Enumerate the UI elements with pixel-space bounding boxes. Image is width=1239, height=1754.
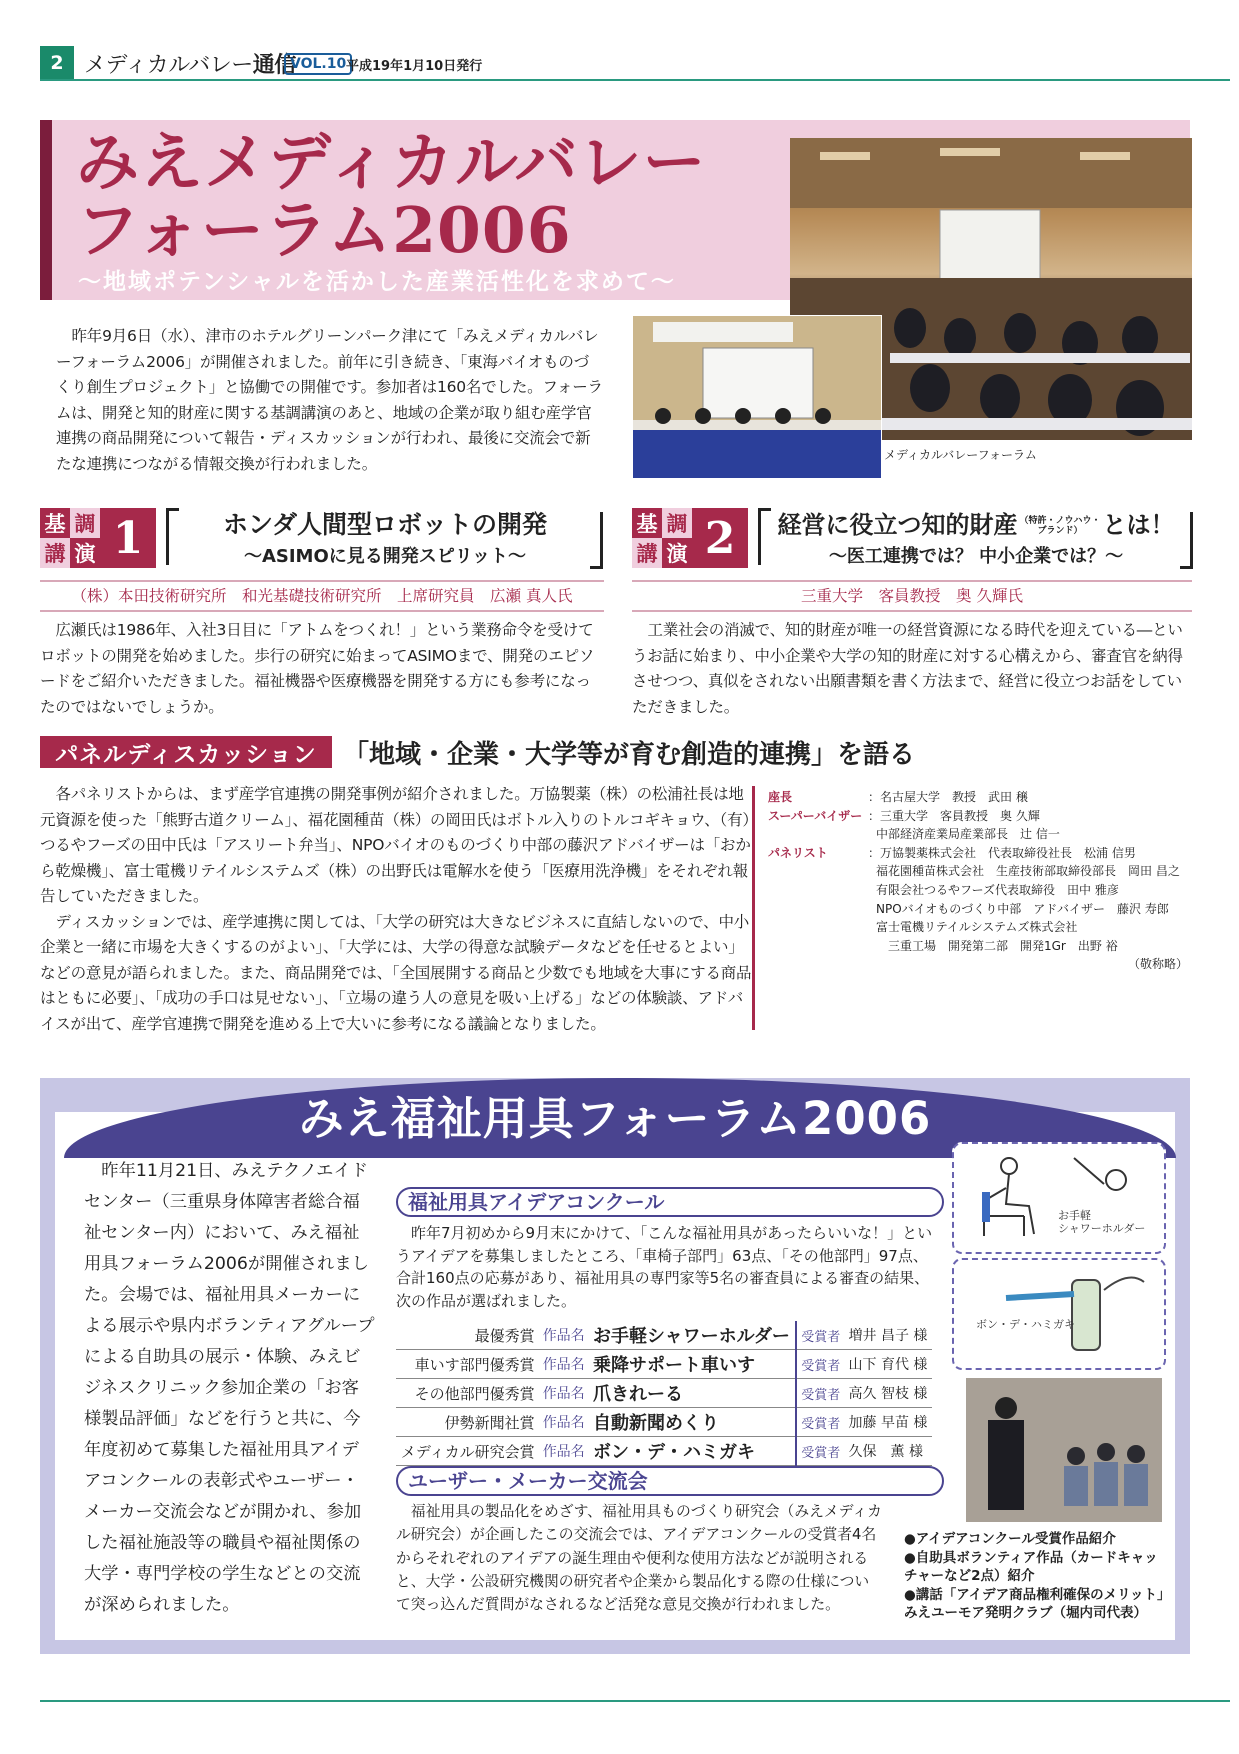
panelist-name: 有限会社つるやフーズ代表取締役 田中 雅彦 xyxy=(876,882,1119,897)
speaker-divider xyxy=(632,610,1192,612)
award-category: 最優秀賞 xyxy=(396,1321,539,1350)
winner-label: 受賞者 xyxy=(796,1408,844,1437)
issue-date: 平成19年1月10日発行 xyxy=(346,59,483,74)
toothbrush-drawing xyxy=(954,1260,1160,1364)
speaker-divider xyxy=(632,580,1192,582)
keynote-2-title-note: （特許・ノウハウ・ ブランド） xyxy=(1019,516,1101,536)
keynote-1-title: ホンダ人間型ロボットの開発 xyxy=(222,510,547,539)
table-row xyxy=(396,1379,932,1408)
exchange-meeting-heading: ユーザー・メーカー交流会 xyxy=(396,1466,944,1496)
winner-label: 受賞者 xyxy=(796,1321,844,1350)
header-divider xyxy=(40,79,1230,81)
award-work: お手軽シャワーホルダー xyxy=(589,1321,796,1350)
panel-divider xyxy=(752,786,755,1030)
keynote-1-badge xyxy=(40,508,158,568)
title-note-bottom: ブランド xyxy=(1037,526,1074,536)
keynote-2-subtitle: 〜医工連携では？ 中小企業では？〜 xyxy=(828,546,1124,567)
panel-paragraph-1: 各パネリストからは、まず産学官連携の開発事例が紹介されました。万協製薬（株）の松浦社長は地元資源を使った「熊野古道クリーム」、福花園種苗（株）の岡田氏はボトル入りのトルコギキョウ、（有）つるやフーズの田中氏は「アスリート弁当」、NPOバイオのものづくり中部の藤沢アドバイザーは「おから乾燥機」、富士電機リテイルシステムズ（株）の出野氏は電解水を使う「医療用洗浄機」をそれぞれ報告していただきました。 xyxy=(40,785,751,905)
panelist-name: 三重工場 開発第二部 開発1Gr 出野 裕 xyxy=(876,938,1118,953)
panel-paragraph-2: ディスカッションでは、産学連携に関しては、「大学の研究は大きなビジネスに直結しないので、中小企業と一緒に市場を大きくするのがよい」、「大学には、大学の得意な試験データなどを任せるとよい」などの意見が語られました。また、商品開発では、「全国展開する商品と少数でも地域を大事にする商品はともに必要」、「成功の手口は見せない」、「立場の違う人の意見を吸い上げる」などの体験談、アドバイスが出て、産学官連携で開発を進める上で大いに参考になる議論となりました。 xyxy=(40,912,752,1033)
keynote-char: 基 xyxy=(632,508,662,538)
exchange-meeting-body: 福祉用具の製品化をめざす、福祉用具ものづくり研究会（みえメディカル研究会）が企画したこの交流会では、アイデアコンクールの受賞者4名からそれぞれのアイデアの誕生理由や便利な使用方法などが説明されると、大学・公設研究機関の研究者や企業から製品化する際の仕様について突っ込んだ質問がなされるなど活発な意見交換が行われました。 xyxy=(396,1503,882,1614)
work-label: 作品名 xyxy=(539,1379,589,1408)
keynote-char: 講 xyxy=(632,538,662,568)
work-label: 作品名 xyxy=(539,1437,589,1466)
table-row xyxy=(396,1437,932,1466)
keynote-2-title-main: 経営に役立つ知的財産 xyxy=(777,511,1018,539)
newsletter-name xyxy=(84,48,296,79)
list-item: ●自助具ボランティア作品（カードキャッチャーなど2点）紹介 xyxy=(904,1549,1158,1584)
panel-roster xyxy=(768,788,1188,974)
supervisor-2-name: 中部経済産業局産業部長 辻 信一 xyxy=(876,827,1060,842)
panel-stage-illustration xyxy=(633,316,881,478)
keynote-1-subtitle: 〜ASIMOに見る開発スピリット〜 xyxy=(243,546,527,567)
stamp-label-line: ボン・デ・ハミガキ xyxy=(976,1318,1075,1331)
award-work: ボン・デ・ハミガキ xyxy=(589,1437,796,1466)
toothbrush-illustration xyxy=(952,1258,1166,1370)
newsletter-bold: 通信 xyxy=(252,53,296,78)
supervisor-name: ：三重大学 客員教授 奥 久輝 xyxy=(868,808,1040,823)
shower-holder-illustration xyxy=(952,1142,1166,1254)
award-winner: 山下 育代 様 xyxy=(845,1350,932,1379)
forum-subtitle: 〜地域ポテンシャルを活かした産業活性化を求めて〜 xyxy=(78,269,676,295)
exchange-meeting-illustration xyxy=(966,1378,1162,1522)
bracket-open xyxy=(166,508,179,565)
event-highlights xyxy=(904,1530,1166,1623)
keynote-char: 講 xyxy=(40,538,70,568)
chair-label: 座長 xyxy=(768,790,793,804)
work-label: 作品名 xyxy=(539,1408,589,1437)
awards-table xyxy=(396,1321,932,1466)
list-item: ●アイデアコンクール受賞作品紹介 xyxy=(904,1531,1116,1547)
keynote-number: 1 xyxy=(100,508,156,568)
keynote-char: 基 xyxy=(40,508,70,538)
panelist-name: NPOバイオものづくり中部 アドバイザー 藤沢 寿郎 xyxy=(876,901,1169,916)
award-winner: 加藤 早苗 様 xyxy=(845,1408,932,1437)
speaker-divider xyxy=(40,580,604,582)
award-work: 乗降サポート車いす xyxy=(589,1350,796,1379)
welfare-forum-title: みえ福祉用具フォーラム2006 xyxy=(298,1092,932,1145)
keynote-1-body: 広瀬氏は1986年、入社3日目に「アトムをつくれ！」という業務命令を受けてロボットの開発を始めました。歩行の研究に始まってASIMOまで、開発のエピソードをご紹介いただきました。福祉機器や医療機器を開発する方にも参考になったのではないでしょうか。 xyxy=(40,621,595,716)
panel-discussion-title: 「地域・企業・大学等が育む創造的連携」を語る xyxy=(343,740,916,770)
keynote-char: 調 xyxy=(662,508,692,538)
keynote-1-speaker: （株）本田技術研究所 和光基礎技術研究所 上席研究員 広瀬 真人氏 xyxy=(71,587,573,605)
supervisor-label: スーパーバイザー xyxy=(768,808,863,823)
keynote-number: 2 xyxy=(692,508,748,568)
bracket-close xyxy=(590,512,603,569)
keynote-char: 演 xyxy=(70,538,100,568)
honorific-note: （敬称略） xyxy=(1127,957,1188,972)
keynote-2-badge xyxy=(632,508,750,568)
speaker-divider xyxy=(40,610,604,612)
panelist-name: 富士電機リテイルシステムズ株式会社 xyxy=(876,920,1078,935)
welfare-forum-intro: 昨年11月21日、みえテクノエイドセンター（三重県身体障害者総合福祉センター内）において、みえ福祉用具フォーラム2006が開催されました。会場では、福祉用具メーカーによる展示や県内ボランティアグループによる自助具の展示・体験、みえビジネスクリニック参加企業の「お客様製品評価」などを行うと共に、今年度初めて募集した福祉用具アイデアコンクールの表彰式やユーザー・メーカー交流会などが開かれ、参加した福祉施設等の職員や福祉関係の大学・専門学校の学生などとの交流が深められました。 xyxy=(84,1161,375,1615)
panel-discussion-body xyxy=(40,782,752,1037)
keynote-2-body: 工業社会の消滅で、知的財産が唯一の経営資源になる時代を迎えている―というお話に始まり、中小企業や大学の知的財産に対する心構えから、審査官を納得させつつ、真似をされない出願書類を書く方法まで、経営に役立つお話をしていただきました。 xyxy=(632,621,1183,716)
shower-holder-drawing xyxy=(954,1144,1160,1248)
table-row xyxy=(396,1408,932,1437)
keynote-2-title xyxy=(770,510,1182,540)
idea-contest-heading: 福祉用具アイデアコンクール xyxy=(396,1187,944,1217)
award-winner: 高久 智枝 様 xyxy=(845,1379,932,1408)
award-category: メディカル研究会賞 xyxy=(396,1437,539,1466)
keynote-2-title-end: とは！ xyxy=(1102,511,1175,539)
work-label: 作品名 xyxy=(539,1321,589,1350)
keynote-char: 演 xyxy=(662,538,692,568)
award-work: 自動新聞めくり xyxy=(589,1408,796,1437)
award-category: 車いす部門優秀賞 xyxy=(396,1350,539,1379)
table-row xyxy=(396,1350,932,1379)
idea-contest-body: 昨年7月初めから9月末にかけて、「こんな福祉用具があったらいいな！」というアイデアを募集しましたところ、「車椅子部門」63点、「その他部門」97点、合計160点の応募があり、福祉用具の専門家等5名の審査員による審査の結果、次の作品が選ばれました。 xyxy=(396,1224,933,1310)
award-category: 伊勢新聞社賞 xyxy=(396,1408,539,1437)
panelist-label: パネリスト xyxy=(768,845,828,860)
banner-accent-bar xyxy=(40,120,52,300)
exchange-meeting-photo xyxy=(966,1378,1162,1522)
forum-intro-text: 昨年9月6日（水）、津市のホテルグリーンパーク津にて「みえメディカルバレーフォーラム2006」が開催されました。前年に引き続き、「東海バイオものづくり創生プロジェクト」と協働での開催です。参加者は160名でした。フォーラムは、開発と知的財産に関する基調講演のあと、地域の企業が取り組む産学官連携の商品開発について報告・ディスカッションが行われ、最後に交流会で新たな連携につながる情報交換が行われました。 xyxy=(56,327,603,473)
photo-caption: メディカルバレーフォーラム xyxy=(884,448,1037,462)
table-row xyxy=(396,1321,932,1350)
award-winner: 増井 昌子 様 xyxy=(845,1321,932,1350)
title-note-top: 特許・ノウハウ・ xyxy=(1028,516,1101,526)
volume-badge: VOL.10 xyxy=(284,53,352,75)
stamp-label-line: お手軽シャワーホルダー xyxy=(1058,1209,1146,1235)
award-category: その他部門優秀賞 xyxy=(396,1379,539,1408)
panel-stage-photo xyxy=(632,315,882,479)
chair-name: ：名古屋大学 教授 武田 穣 xyxy=(868,790,1028,804)
keynote-2-speaker: 三重大学 客員教授 奥 久輝氏 xyxy=(801,587,1023,605)
winner-label: 受賞者 xyxy=(796,1350,844,1379)
keynote-char: 調 xyxy=(70,508,100,538)
page-number: 2 xyxy=(40,46,74,80)
award-winner: 久保 薫 様 xyxy=(845,1437,932,1466)
panelist-name: ：万協製薬株式会社 代表取締役社長 松浦 信男 xyxy=(868,845,1136,860)
work-label: 作品名 xyxy=(539,1350,589,1379)
panelist-name: 福花園種苗株式会社 生産技術部取締役部長 岡田 昌之 xyxy=(876,864,1180,879)
newsletter-prefix: メディカルバレー xyxy=(84,53,253,78)
winner-label: 受賞者 xyxy=(796,1379,844,1408)
footer-divider xyxy=(40,1700,1230,1702)
forum-title-line2: フォーラム2006 xyxy=(76,193,572,267)
award-work: 爪きれーる xyxy=(589,1379,796,1408)
winner-label: 受賞者 xyxy=(796,1437,844,1466)
forum-title-line1: みえメディカルバレー xyxy=(76,125,707,199)
list-item: ●講話「アイデア商品権利確保のメリット」みえユーモア発明クラブ（堀内司代表） xyxy=(904,1586,1164,1621)
panel-discussion-label: パネルディスカッション xyxy=(40,736,332,768)
